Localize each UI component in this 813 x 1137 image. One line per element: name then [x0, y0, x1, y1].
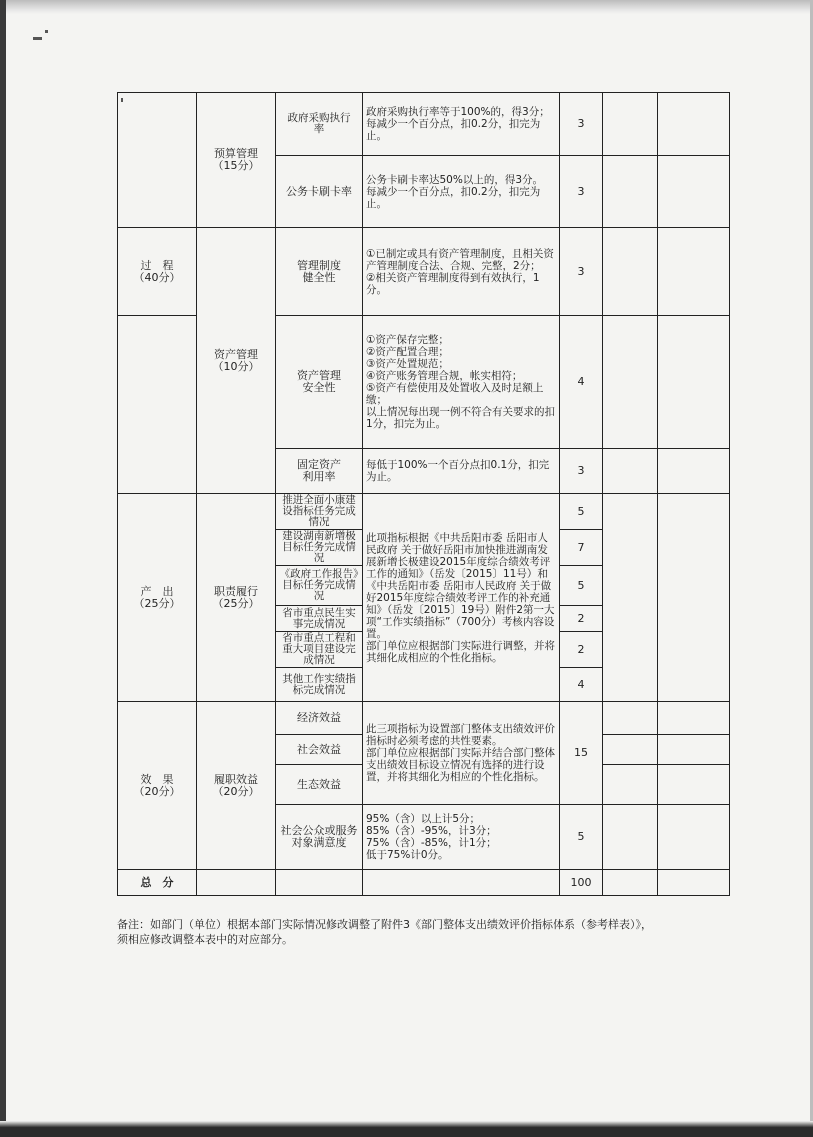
- level2-indicator: 履职效益 （20分）: [197, 702, 276, 870]
- score-cell: 2: [560, 632, 603, 668]
- level3-indicator: 省市重点民生实事完成情况: [276, 606, 363, 632]
- level3-indicator: 推进全面小康建设指标任务完成情况: [276, 494, 363, 530]
- evaluation-table: [117, 92, 730, 896]
- scoring-criteria: 政府采购执行率等于100%的，得3分； 每减少一个百分点，扣0.2分，扣完为止。: [363, 93, 560, 156]
- score-cell: 3: [560, 449, 603, 494]
- empty-cell: [603, 316, 658, 449]
- level3-indicator: 管理制度 健全性: [276, 228, 363, 316]
- empty-cell: [658, 765, 730, 805]
- empty-cell: [603, 93, 658, 156]
- empty-cell: [658, 93, 730, 156]
- empty-cell: [603, 735, 658, 765]
- score-cell: 3: [560, 156, 603, 228]
- empty-cell: [658, 156, 730, 228]
- empty-cell: [658, 228, 730, 316]
- level3-indicator: 生态效益: [276, 765, 363, 805]
- scan-speck: [33, 37, 42, 40]
- level3-indicator: 省市重点工程和重大项目建设完成情况: [276, 632, 363, 668]
- score-cell: 5: [560, 805, 603, 870]
- scan-edge-left: [0, 0, 6, 1137]
- score-cell: 7: [560, 530, 603, 566]
- level2-indicator: 资产管理 （10分）: [197, 228, 276, 494]
- empty-cell: [658, 735, 730, 765]
- scan-speck: [45, 30, 48, 33]
- empty-cell: [276, 870, 363, 896]
- empty-cell: [603, 156, 658, 228]
- empty-cell: [658, 449, 730, 494]
- scoring-criteria: 95%（含）以上计5分； 85%（含）-95%，计3分； 75%（含）-85%，计1分； 低于75%计0分。: [363, 805, 560, 870]
- empty-cell: [603, 805, 658, 870]
- empty-cell: [658, 494, 730, 702]
- scoring-criteria: 此三项指标为设置部门整体支出绩效评价指标时必须考虑的共性要素。 部门单位应根据部门实际并结合部门整体支出绩效目标设立情况有选择的进行设置，并将其细化为相应的个性化指标。: [363, 702, 560, 805]
- scoring-criteria: 公务卡刷卡率达50%以上的，得3分。 每减少一个百分点，扣0.2分，扣完为止。: [363, 156, 560, 228]
- table-row: [118, 702, 730, 735]
- empty-cell: [603, 449, 658, 494]
- total-score: 100: [560, 870, 603, 896]
- score-cell: 5: [560, 494, 603, 530]
- scan-edge-top: [0, 0, 813, 14]
- score-cell: 3: [560, 228, 603, 316]
- score-cell: 3: [560, 93, 603, 156]
- level3-indicator: 公务卡刷卡率: [276, 156, 363, 228]
- empty-cell: [603, 765, 658, 805]
- level3-indicator: 政府采购执行 率: [276, 93, 363, 156]
- level1-indicator: 产 出 （25分）: [118, 494, 197, 702]
- empty-cell: [658, 702, 730, 735]
- empty-cell: [658, 805, 730, 870]
- table-row: [118, 870, 730, 896]
- table-row: [118, 228, 730, 316]
- level2-indicator: 职责履行 （25分）: [197, 494, 276, 702]
- level3-indicator: 经济效益: [276, 702, 363, 735]
- empty-cell: [658, 870, 730, 896]
- scan-edge-bottom: [0, 1121, 813, 1137]
- level3-indicator: 资产管理 安全性: [276, 316, 363, 449]
- score-cell: 15: [560, 702, 603, 805]
- table-row: [118, 93, 730, 156]
- empty-cell: [197, 870, 276, 896]
- level3-indicator: 固定资产 利用率: [276, 449, 363, 494]
- empty-cell: [658, 316, 730, 449]
- level1-indicator: 效 果 （20分）: [118, 702, 197, 870]
- level3-indicator: 其他工作实绩指标完成情况: [276, 668, 363, 702]
- empty-cell: [603, 702, 658, 735]
- score-cell: 4: [560, 316, 603, 449]
- table-row: [118, 494, 730, 530]
- total-label: 总 分: [118, 870, 197, 896]
- level3-indicator: 社会公众或服务对象满意度: [276, 805, 363, 870]
- scoring-criteria: ①资产保存完整； ②资产配置合理； ③资产处置规范； ④资产账务管理合规，帐实相符； ⑤资产有偿使用及处置收入及时足额上缴； 以上情况每出现一例不符合有关要求的扣1分，扣完为止。: [363, 316, 560, 449]
- empty-cell: [603, 870, 658, 896]
- level3-indicator: 社会效益: [276, 735, 363, 765]
- scoring-criteria: 每低于100%一个百分点扣0.1分，扣完为止。: [363, 449, 560, 494]
- level1-indicator: 过 程 （40分）: [118, 228, 197, 316]
- scoring-criteria: ①已制定或具有资产管理制度，且相关资产管理制度合法、合规、完整，2分； ②相关资产管理制度得到有效执行，1分。: [363, 228, 560, 316]
- level3-indicator: 建设湖南新增极目标任务完成情况: [276, 530, 363, 566]
- level2-indicator: 预算管理 （15分）: [197, 93, 276, 228]
- level3-indicator: 《政府工作报告》目标任务完成情况: [276, 566, 363, 606]
- empty-cell: [603, 228, 658, 316]
- scoring-criteria: 此项指标根据《中共岳阳市委 岳阳市人民政府 关于做好岳阳市加快推进湖南发展新增长极建设2015年度综合绩效考评工作的通知》（岳发〔2015〕11号）和《中共岳阳市委 岳阳市人民政府 关于做好2015年度综合绩效考评工作的补充通知》（岳发〔2015〕19号）附件2第一大项“工作实绩指标”（700分）考核内容设置。 部门单位应根据部门实际进行调整，并将其细化成相应的个性化指标。: [363, 494, 560, 702]
- score-cell: 5: [560, 566, 603, 606]
- score-cell: 4: [560, 668, 603, 702]
- score-cell: 2: [560, 606, 603, 632]
- empty-cell: [363, 870, 560, 896]
- footnote: 备注：如部门（单位）根据本部门实际情况修改调整了附件3《部门整体支出绩效评价指标体系（参考样表）》， 须相应修改调整本表中的对应部分。: [117, 918, 652, 946]
- empty-cell: [603, 494, 658, 702]
